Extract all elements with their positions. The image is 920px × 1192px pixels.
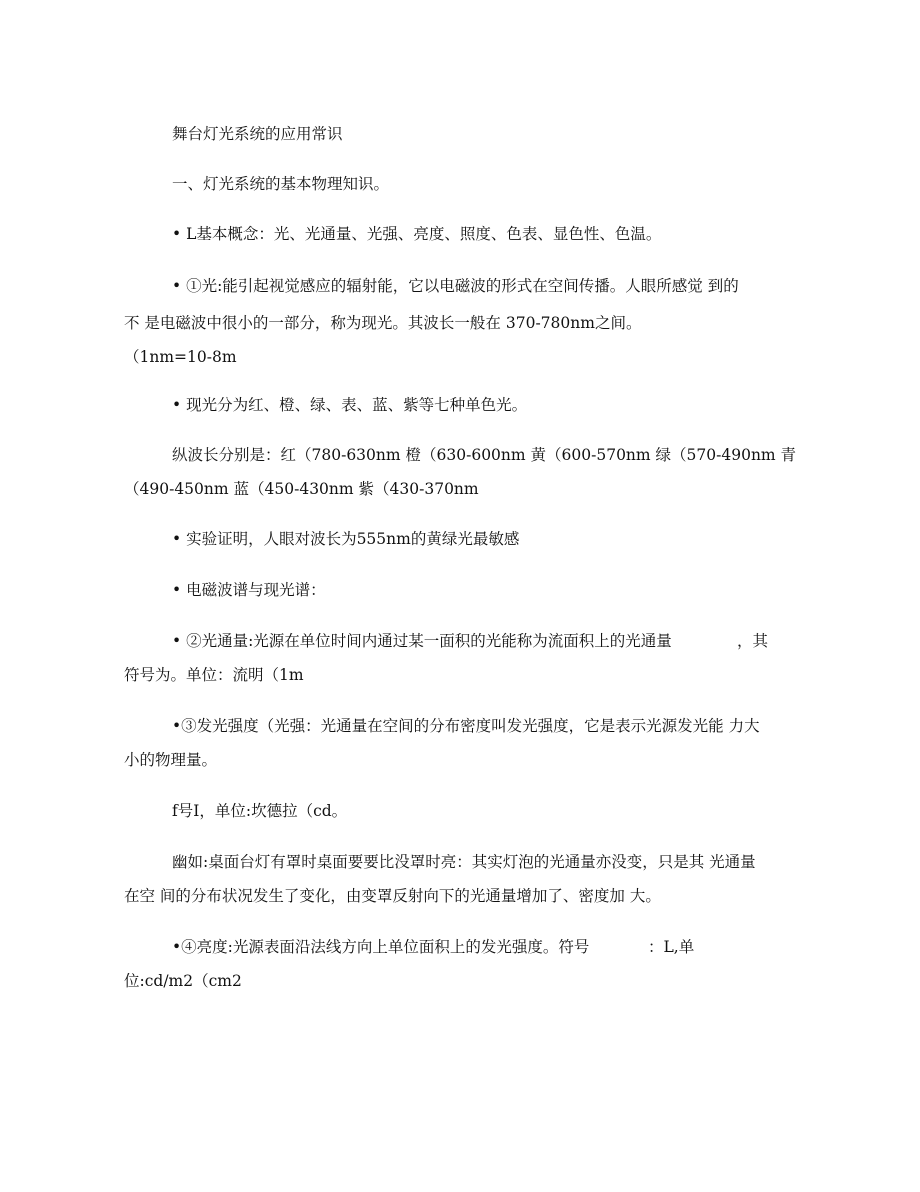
paragraph-example-line2: 在空 间的分布状况发生了变化，由变罩反射向下的光通量增加了、密度加 大。 [124, 887, 661, 905]
paragraph-visible-colors: • 现光分为红、橙、绿、表、蓝、紫等七种单色光。 [172, 396, 528, 414]
paragraph-light-definition-line3: （1nm=10-8m [124, 348, 237, 366]
paragraph-intensity-symbol: f号I，单位:坎德拉（cd。 [172, 802, 348, 820]
paragraph-luminous-intensity-line2: 小的物理量。 [124, 751, 218, 769]
paragraph-example-line1: 幽如:桌面台灯有罩时桌面要要比没罩时亮：其实灯泡的光通量亦没变，只是其 光通量 [172, 853, 756, 871]
paragraph-luminous-flux-line1: • ②光通量:光源在单位时间内通过某一面积的光能称为流面积上的光通量 [172, 632, 672, 650]
paragraph-basic-concepts: • L基本概念：光、光通量、光强、亮度、照度、色表、显色性、色温。 [172, 225, 662, 243]
paragraph-wavelengths-line2: （490-450nm 蓝（450-430nm 紫（430-370nm [124, 480, 479, 498]
paragraph-experiment: • 实验证明，人眼对波长为555nm的黄绿光最敏感 [172, 530, 520, 548]
paragraph-luminous-intensity-line1: •③发光强度（光强：光通量在空间的分布密度叫发光强度，它是表示光源发光能 力大 [172, 717, 760, 735]
paragraph-light-definition-line2: 不 是电磁波中很小的一部分，称为现光。其波长一般在 370-780nm之间。 [124, 314, 642, 332]
document-title: 舞台灯光系统的应用常识 [172, 125, 343, 143]
paragraph-luminous-flux-line2: 符号为。单位：流明（1m [124, 666, 304, 684]
paragraph-luminance-line1-end: ：L,单 [648, 938, 695, 956]
paragraph-luminance-line1: •④亮度:光源表面沿法线方向上单位面积上的发光强度。符号 [172, 938, 590, 956]
paragraph-spectrum: • 电磁波谱与现光谱： [172, 581, 326, 599]
section-heading: 一、灯光系统的基本物理知识。 [172, 175, 390, 193]
paragraph-luminance-line2: 位:cd/m2（cm2 [124, 972, 242, 990]
paragraph-luminous-flux-line1-end: ，其 [737, 632, 769, 650]
paragraph-light-definition-line1: • ①光:能引起视觉感应的辐射能，它以电磁波的形式在空间传播。人眼所感觉 到的 [172, 277, 739, 295]
paragraph-wavelengths-line1: 纵波长分别是：红（780-630nm 橙（630-600nm 黄（600-570nm 绿（570-490nm 青 [172, 446, 797, 464]
